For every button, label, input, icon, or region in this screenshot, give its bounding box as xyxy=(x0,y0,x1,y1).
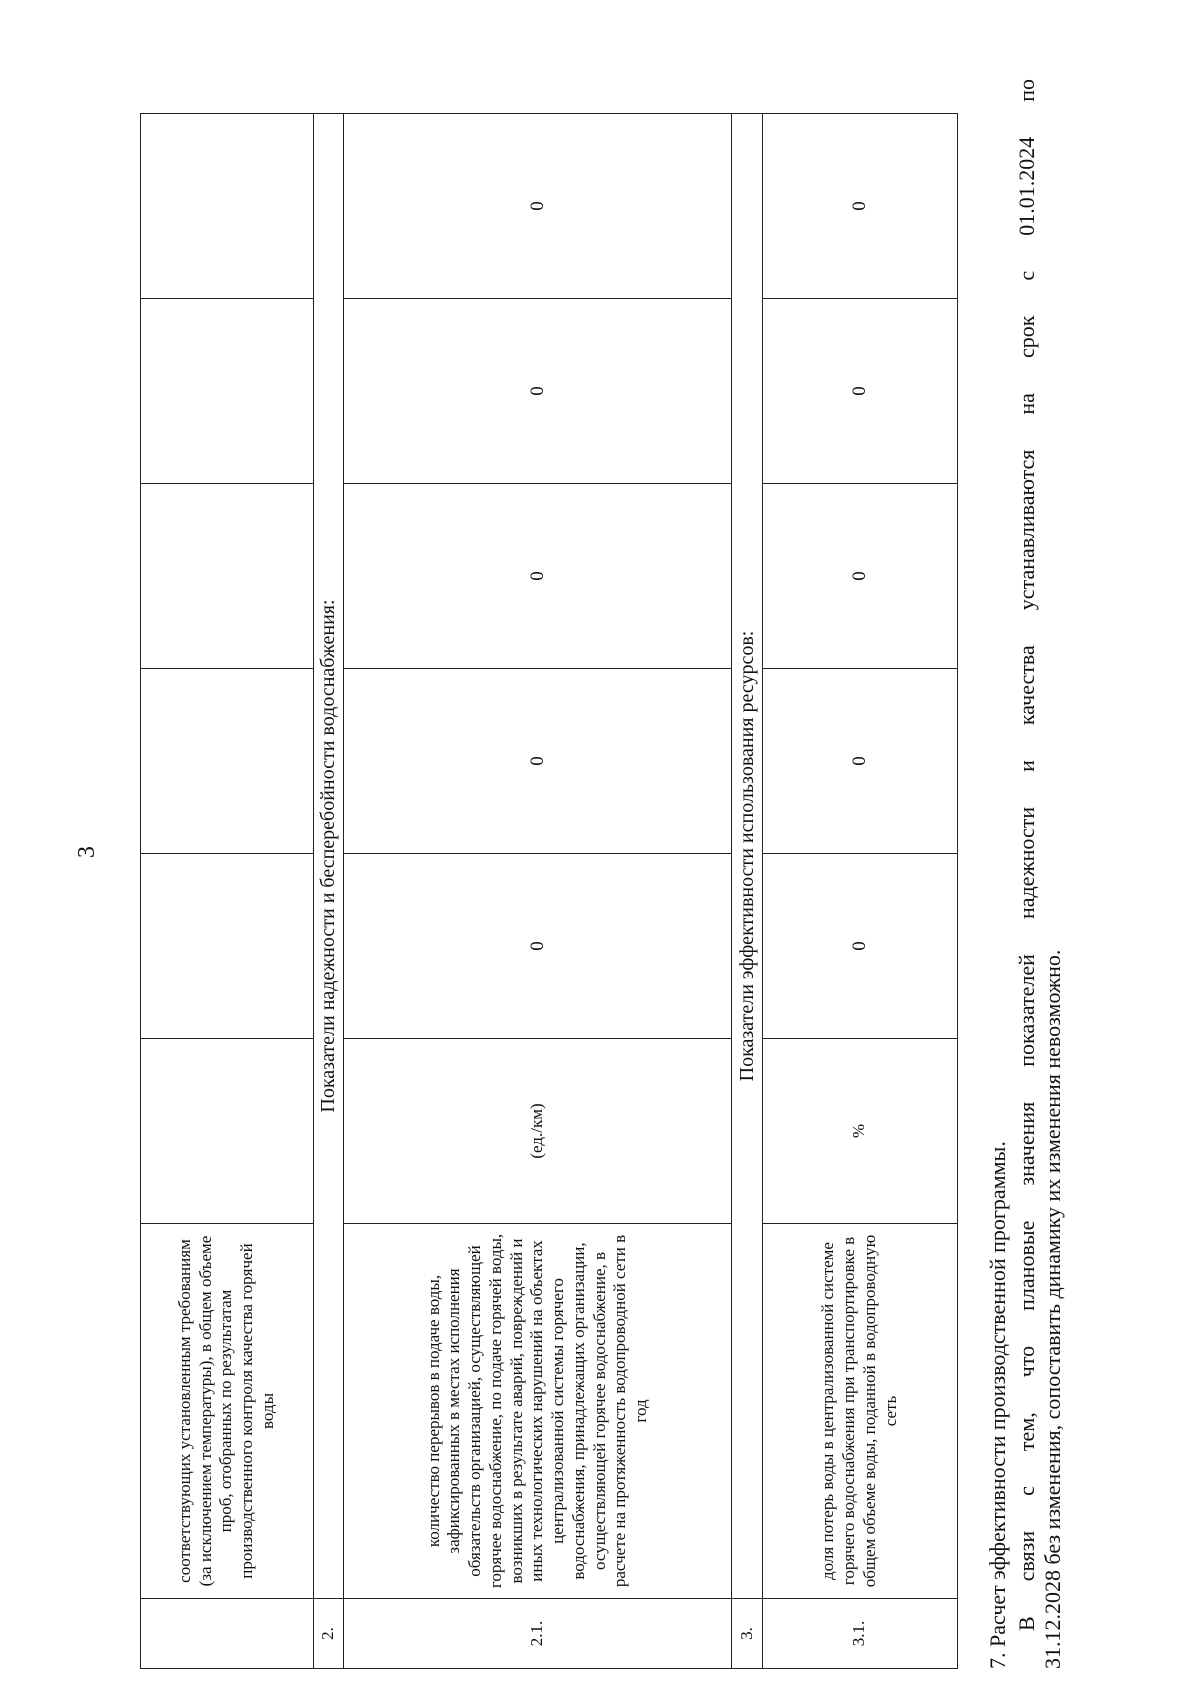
value-cell: 0 xyxy=(762,484,957,669)
section-number: 2. xyxy=(313,1599,343,1669)
value-cell: 0 xyxy=(343,854,732,1039)
indicator-description: количество перерывов в подаче воды, зафиксированных в местах исполнения обязательств организацией, осуществляющей горячее водоснабжение, по подаче горячей воды, возникших в результате аварий, повреждений и иных технологических нарушений на объектах централизованной системы горячего водоснабжения, принадлежащих организации, осуществляющей горячее водоснабжение, в расчете на протяженность водопроводной сети в год xyxy=(343,1224,732,1599)
row-number: 3.1. xyxy=(762,1599,957,1669)
value-cell xyxy=(141,114,314,299)
section-title: Показатели надежности и бесперебойности водоснабжения: xyxy=(313,114,343,1599)
table-row xyxy=(762,114,957,1669)
section-paragraph xyxy=(1014,79,1067,1669)
table-row xyxy=(343,114,732,1669)
unit-cell: (ед./км) xyxy=(343,1039,732,1224)
indicators-table xyxy=(140,113,958,1669)
value-cell: 0 xyxy=(762,114,957,299)
indicator-description: соответствующих установленным требованиям (за исключением температуры), в общем объеме проб, отобранных по результатам производственного контроля качества горячей воды xyxy=(141,1224,314,1599)
value-cell xyxy=(141,299,314,484)
unit-cell: % xyxy=(762,1039,957,1224)
row-number xyxy=(141,1599,314,1669)
value-cell xyxy=(141,669,314,854)
section-title: Показатели эффективности использования ресурсов: xyxy=(732,114,762,1599)
value-cell: 0 xyxy=(762,299,957,484)
paragraph-line: 31.12.2028 без изменения, сопоставить динамику их изменения невозможно. xyxy=(1040,949,1066,1669)
paragraph-line: В связи с тем, что плановые значения показателей надежности и качества устанавливаются на срок с 01.01.2024 по xyxy=(1014,79,1039,1631)
value-cell: 0 xyxy=(343,669,732,854)
value-cell: 0 xyxy=(343,484,732,669)
section-heading: 7. Расчет эффективности производственной программы. xyxy=(985,1141,1010,1669)
table-row xyxy=(141,114,314,1669)
section-row xyxy=(732,114,762,1669)
unit-cell xyxy=(141,1039,314,1224)
value-cell xyxy=(141,854,314,1039)
value-cell xyxy=(141,484,314,669)
row-number: 2.1. xyxy=(343,1599,732,1669)
value-cell: 0 xyxy=(343,114,732,299)
section-row xyxy=(313,114,343,1669)
section-number: 3. xyxy=(732,1599,762,1669)
value-cell: 0 xyxy=(762,854,957,1039)
indicator-description: доля потерь воды в централизованной системе горячего водоснабжения при транспортировке в общем объеме воды, поданной в водопроводную сеть xyxy=(762,1224,957,1599)
value-cell: 0 xyxy=(762,669,957,854)
page-number: 3 xyxy=(74,846,100,858)
value-cell: 0 xyxy=(343,299,732,484)
